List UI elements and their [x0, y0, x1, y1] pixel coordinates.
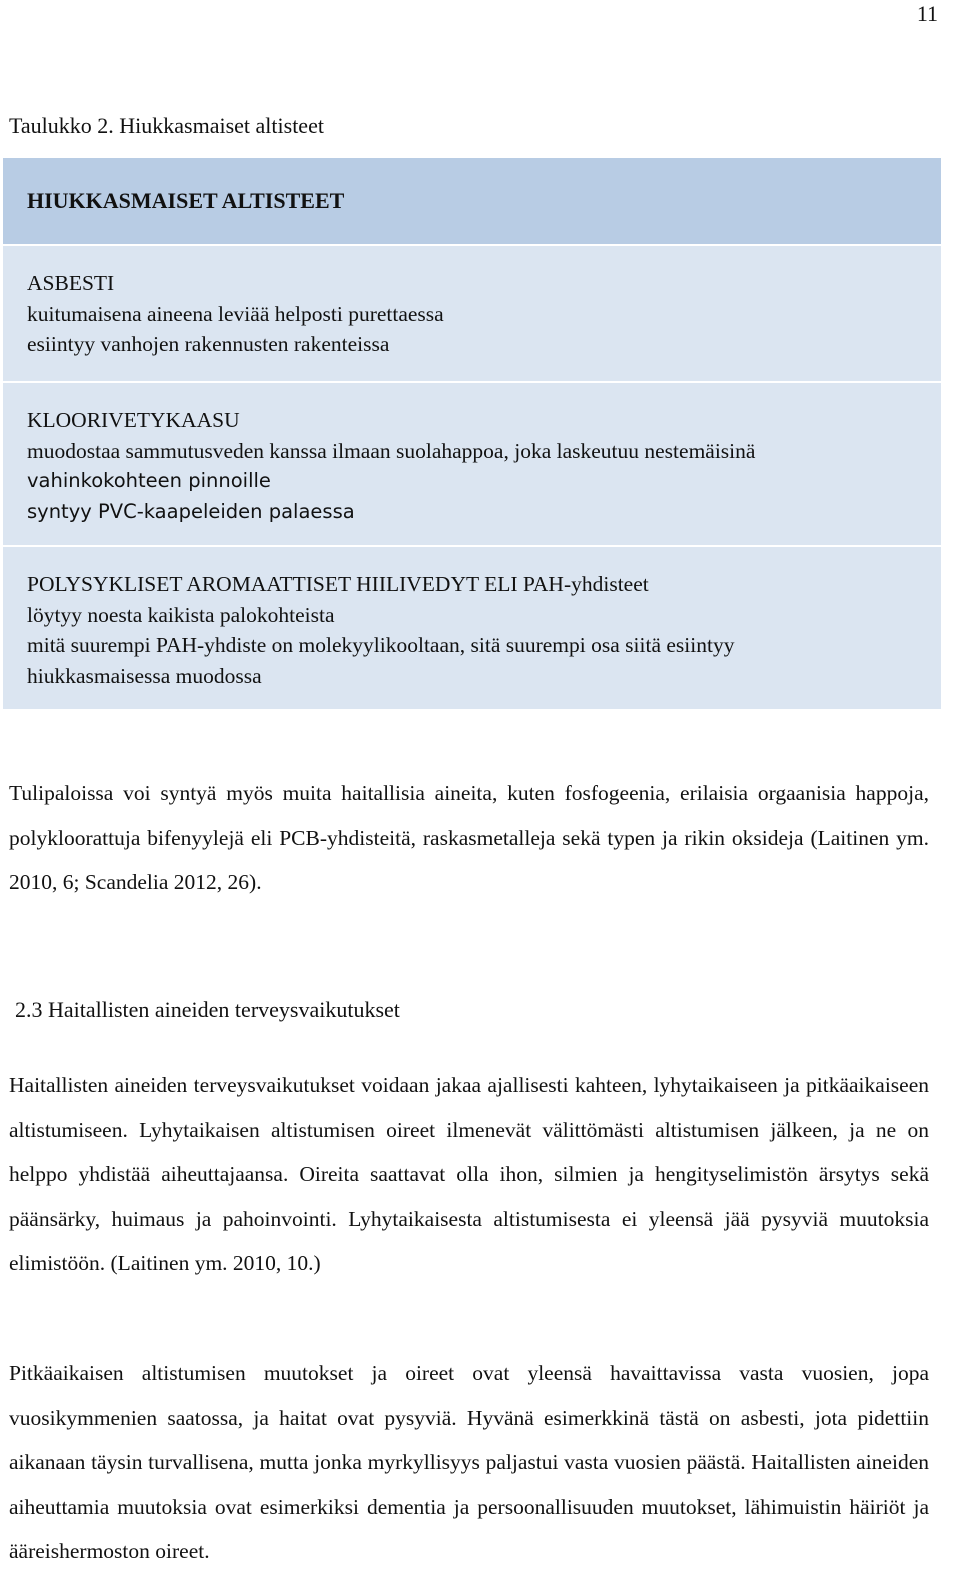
row-line: mitä suurempi PAH-yhdiste on molekyylikooltaan, sitä suurempi osa siitä esiintyy	[27, 633, 735, 657]
paragraph-other-substances: Tulipaloissa voi syntyä myös muita haitallisia aineita, kuten fosfogeenia, erilaisia orgaanisia happoja, polykloorattuja bifenyylejä eli PCB-yhdisteitä, raskasmetalleja sekä typen ja rikin oksideja (Laitinen ym. 2010, 6; Scandelia 2012, 26).	[9, 781, 929, 894]
table-row-pah	[3, 547, 941, 711]
paragraph-short-term-exposure: Haitallisten aineiden terveysvaikutukset voidaan jakaa ajallisesti kahteen, lyhytaikaiseen ja pitkäaikaiseen altistumiseen. Lyhytaikaisen altistumisen oireet ilmenevät välittömästi altistumisen jälkeen, ja ne on helppo yhdistää aiheuttajaansa. Oireita saattavat olla ihon, silmien ja hengityselimistön ärsytys sekä päänsärky, huimaus ja pahoinvointi. Lyhytaikaisesta altistumisesta ei yleensä jää pysyviä muutoksia elimistöön. (Laitinen ym. 2010, 10.)	[9, 1073, 929, 1275]
table-header: HIUKKASMAISET ALTISTEET	[3, 158, 941, 246]
table-row-asbestos	[3, 246, 941, 383]
row-title: KLOORIVETYKAASU	[27, 408, 240, 432]
row-line: löytyy noesta kaikista palokohteista	[27, 602, 335, 627]
row-line: syntyy PVC-kaapeleiden palaessa	[27, 499, 355, 523]
row-title: POLYSYKLISET AROMAATTISET HIILIVEDYT ELI PAH-yhdisteet	[27, 572, 649, 596]
page-number: 11	[916, 1, 938, 26]
table-row-hydrogen-chloride	[3, 383, 941, 547]
particulate-exposure-table	[3, 158, 941, 711]
paragraph-long-term-exposure: Pitkäaikaisen altistumisen muutokset ja oireet ovat yleensä havaittavissa vasta vuosien, jopa vuosikymmenien saatossa, ja haitat ovat pysyviä. Hyvänä esimerkkinä tästä on asbesti, jota pidettiin aikanaan täysin turvallisena, mutta jonka myrkyllisyys paljastui vasta vuosien päästä. Haitallisten aineiden aiheuttamia muutoksia ovat esimerkiksi dementia ja persoonallisuuden muutokset, lähimuistin häiriöt ja ääreishermoston oireet.	[9, 1361, 929, 1563]
row-line: vahinkokohteen pinnoille	[27, 469, 271, 492]
table-caption: Taulukko 2. Hiukkasmaiset altisteet	[9, 113, 324, 138]
row-line: hiukkasmaisessa muodossa	[27, 663, 262, 688]
row-line: kuitumaisena aineena leviää helposti purettaessa	[27, 301, 444, 326]
row-title: ASBESTI	[27, 271, 115, 295]
row-line: muodostaa sammutusveden kanssa ilmaan suolahappoa, joka laskeutuu nestemäisinä	[27, 438, 756, 463]
row-line: esiintyy vanhojen rakennusten rakenteissa	[27, 332, 390, 356]
section-heading: 2.3 Haitallisten aineiden terveysvaikutukset	[15, 997, 400, 1022]
